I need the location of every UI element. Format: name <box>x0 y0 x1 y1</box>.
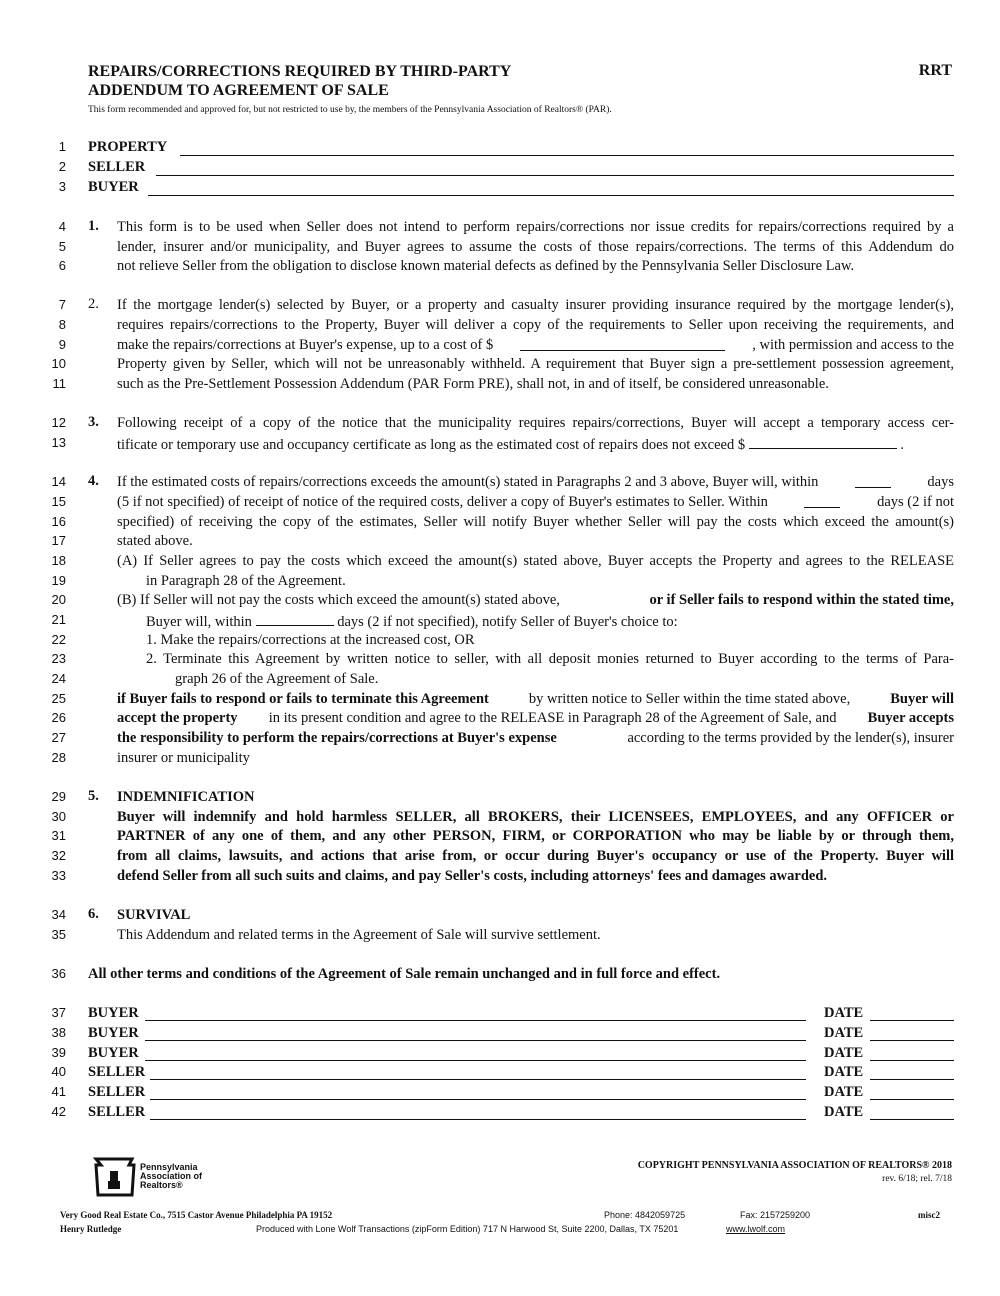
p2-line1: If the mortgage lender(s) selected by Buyer, or a property and casualty insurer providing insurance required by the mortgage lender(s), <box>117 297 954 313</box>
property-field[interactable] <box>180 154 954 156</box>
p4-line4: stated above. <box>117 533 193 549</box>
date-label: DATE <box>824 1025 864 1041</box>
p4-b-line1 <box>117 591 954 611</box>
seller-label: SELLER <box>88 159 146 175</box>
p4-closing-bold-b: Buyer will <box>890 691 954 707</box>
date-label: DATE <box>824 1084 864 1100</box>
p2-line3-text-b: , with permission and access to the <box>752 337 954 353</box>
signature-label-seller: SELLER <box>88 1084 146 1100</box>
p4-option2-line2: graph 26 of the Agreement of Sale. <box>175 671 379 687</box>
line-number: 13 <box>51 435 66 450</box>
logo-text-line3: Realtors® <box>140 1180 183 1190</box>
line-number: 5 <box>58 239 66 254</box>
signature-label-buyer: BUYER <box>88 1025 139 1041</box>
p3-line2-text: tificate or temporary use and occupancy certificate as long as the estimated cost of repairs does not exceed $ <box>117 437 746 453</box>
p4-line3: specified) of receiving the copy of the estimates, Seller will notify Buyer whether Seller will pay the costs which exceed the amount(s) <box>117 514 954 530</box>
p3-line1: Following receipt of a copy of the notice that the municipality requires repairs/corrections, Buyer will accept a temporary access cer- <box>117 415 954 431</box>
buyer-choice-days-field[interactable] <box>256 611 334 626</box>
p5-line1: Buyer will indemnify and hold harmless SELLER, all BROKERS, their LICENSEES, EMPLOYEES, and any OFFICER or <box>117 809 954 825</box>
buyer-label: BUYER <box>88 179 139 195</box>
p4-a-line2: in Paragraph 28 of the Agreement. <box>146 573 346 589</box>
line-number: 38 <box>51 1025 66 1040</box>
p4-a-line1: (A) If Seller agrees to pay the costs which exceed the amount(s) stated above, Buyer accepts the Property and agrees to the RELEASE <box>117 553 954 569</box>
form-title <box>88 62 511 100</box>
buyer-date-1[interactable] <box>870 1019 954 1021</box>
signature-label-seller: SELLER <box>88 1064 146 1080</box>
line-number: 32 <box>51 848 66 863</box>
terms-unchanged-statement: All other terms and conditions of the Agreement of Sale remain unchanged and in full force and effect. <box>88 966 721 982</box>
p4-line1 <box>117 473 954 493</box>
p4-line2-text-a: (5 if not specified) of receipt of notice of the required costs, deliver a copy of Buyer's estimates to Seller. Within <box>117 494 768 510</box>
line-number: 37 <box>51 1005 66 1020</box>
line-number: 41 <box>51 1084 66 1099</box>
seller-response-days-field[interactable] <box>804 493 840 508</box>
repair-cost-cap-field[interactable] <box>520 336 725 351</box>
line-number: 22 <box>51 632 66 647</box>
line-number: 34 <box>51 907 66 922</box>
buyer-field[interactable] <box>148 194 954 196</box>
copyright-notice: COPYRIGHT PENNSYLVANIA ASSOCIATION OF REALTORS® 2018 <box>637 1160 952 1171</box>
line-number: 7 <box>58 297 66 312</box>
logo-text-line1: Pennsylvania <box>140 1162 198 1172</box>
form-title-line1: REPAIRS/CORRECTIONS REQUIRED BY THIRD-PARTY <box>88 63 512 80</box>
line-number: 4 <box>58 219 66 234</box>
p6-line1: This Addendum and related terms in the Agreement of Sale will survive settlement. <box>117 927 601 943</box>
p4-closing-line3 <box>117 729 954 749</box>
line-number: 33 <box>51 868 66 883</box>
line-number: 30 <box>51 809 66 824</box>
line-number: 1 <box>58 139 66 154</box>
line-number: 42 <box>51 1104 66 1119</box>
line-number: 15 <box>51 494 66 509</box>
line-number: 25 <box>51 691 66 706</box>
paragraph-number: 6. <box>88 906 99 922</box>
p4-b-line2-text-b: days (2 if not specified), notify Seller of Buyer's choice to: <box>337 614 678 630</box>
seller-field[interactable] <box>156 174 954 176</box>
buyer-signature-1[interactable] <box>145 1019 806 1021</box>
line-number: 2 <box>58 159 66 174</box>
seller-signature-3[interactable] <box>150 1118 806 1120</box>
agent-name: Henry Rutledge <box>60 1224 122 1234</box>
p4-closing3-text: according to the terms provided by the lender(s), insurer <box>627 730 954 746</box>
date-label: DATE <box>824 1064 864 1080</box>
p1-line3: not relieve Seller from the obligation to disclose known material defects as defined by the Pennsylvania Seller Disclosure Law. <box>117 258 855 274</box>
seller-date-1[interactable] <box>870 1078 954 1080</box>
property-label: PROPERTY <box>88 139 168 155</box>
line-number: 31 <box>51 828 66 843</box>
line-number: 12 <box>51 415 66 430</box>
p4-b-line1-bold: or if Seller fails to respond within the stated time, <box>649 592 954 608</box>
buyer-date-2[interactable] <box>870 1039 954 1041</box>
line-number: 39 <box>51 1045 66 1060</box>
line-number: 14 <box>51 474 66 489</box>
line-number: 8 <box>58 317 66 332</box>
produced-with-note: Produced with Lone Wolf Transactions (zipForm Edition) 717 N Harwood St, Suite 2200, Dallas, TX 75201 <box>256 1224 679 1234</box>
buyer-signature-2[interactable] <box>145 1039 806 1041</box>
p4-b-line2 <box>146 611 678 633</box>
p2-line5: such as the Pre-Settlement Possession Addendum (PAR Form PRE), shall not, in and of itself, be considered unreasonable. <box>117 376 829 392</box>
phone-number: Phone: 4842059725 <box>604 1210 686 1220</box>
line-number: 29 <box>51 789 66 804</box>
signature-label-buyer: BUYER <box>88 1005 139 1021</box>
form-code: RRT <box>918 62 952 79</box>
par-logo-text <box>140 1163 202 1190</box>
p4-line2 <box>117 493 954 513</box>
p5-line3: from all claims, lawsuits, and actions that arise from, or occur during Buyer's occupancy or use of the Property. Buyer will <box>117 848 954 864</box>
p3-line2 <box>117 434 904 456</box>
paragraph-number: 2. <box>88 296 99 312</box>
p4-closing3-bold: the responsibility to perform the repairs/corrections at Buyer's expense <box>117 730 557 746</box>
line-number: 36 <box>51 966 66 981</box>
paragraph-number: 4. <box>88 473 99 489</box>
p1-line1: This form is to be used when Seller does not intend to perform repairs/corrections nor issue credits for repairs/corrections required by a <box>117 219 954 235</box>
brokerage-address: Very Good Real Estate Co., 7515 Castor Avenue Philadelphia PA 19152 <box>60 1210 333 1220</box>
p4-closing2-bold-b: Buyer accepts <box>867 710 954 726</box>
p2-line2: requires repairs/corrections to the Property, Buyer will deliver a copy of the requirements to Seller upon receiving the requirements, and <box>117 317 954 333</box>
paragraph-number: 1. <box>88 218 99 234</box>
p4-closing-bold-a: if Buyer fails to respond or fails to terminate this Agreement <box>117 691 489 707</box>
p2-line3 <box>117 336 954 356</box>
seller-date-3[interactable] <box>870 1118 954 1120</box>
p4-line1-text-a: If the estimated costs of repairs/corrections exceeds the amount(s) stated in Paragraphs 2 and 3 above, Buyer will, within <box>117 474 819 490</box>
p4-closing2-bold-a: accept the property <box>117 710 238 726</box>
line-number: 11 <box>52 376 66 391</box>
municipal-cost-cap-field[interactable] <box>749 434 897 449</box>
line-number: 20 <box>51 592 66 607</box>
buyer-date-3[interactable] <box>870 1059 954 1061</box>
line-number: 6 <box>58 258 66 273</box>
fax-number: Fax: 2157259200 <box>740 1210 811 1220</box>
line-number: 3 <box>58 179 66 194</box>
line-number: 23 <box>51 651 66 666</box>
line-number: 26 <box>51 710 66 725</box>
indemnification-heading: INDEMNIFICATION <box>117 789 255 805</box>
form-title-line2: ADDENDUM TO AGREEMENT OF SALE <box>88 82 389 99</box>
date-label: DATE <box>824 1104 864 1120</box>
paragraph-number: 3. <box>88 414 99 430</box>
line-number: 10 <box>51 356 66 371</box>
p4-closing-line4: insurer or municipality <box>117 750 250 766</box>
p4-closing2-text: in its present condition and agree to the RELEASE in Paragraph 28 of the Agreement of Sale, and <box>268 710 837 726</box>
p5-line2: PARTNER of any one of them, and any other PERSON, FIRM, or CORPORATION who may be liable by or through them, <box>117 828 954 844</box>
line-number: 16 <box>51 514 66 529</box>
form-id-code: misc2 <box>918 1210 940 1220</box>
line-number: 40 <box>51 1064 66 1079</box>
seller-signature-2[interactable] <box>150 1098 806 1100</box>
p4-line1-text-b: days <box>927 474 954 490</box>
buyer-estimate-days-field[interactable] <box>855 473 891 488</box>
p4-closing-text: by written notice to Seller within the time stated above, <box>528 691 851 707</box>
p4-option1: 1. Make the repairs/corrections at the increased cost, OR <box>146 632 475 648</box>
p5-line4: defend Seller from all such suits and claims, and pay Seller's costs, including attorneys' fees and damages awarded. <box>117 868 828 884</box>
line-number: 18 <box>51 553 66 568</box>
logo-text-line2: Association of <box>140 1171 203 1181</box>
p4-option2-line1: 2. Terminate this Agreement by written notice to seller, with all deposit monies returned to Buyer according to the terms of Para- <box>146 651 954 667</box>
seller-signature-1[interactable] <box>150 1078 806 1080</box>
p4-line2-text-b: days (2 if not <box>877 494 954 510</box>
line-number: 28 <box>51 750 66 765</box>
line-number: 35 <box>51 927 66 942</box>
line-number: 21 <box>51 612 66 627</box>
date-label: DATE <box>824 1045 864 1061</box>
paragraph-number: 5. <box>88 788 99 804</box>
p4-b-line1-text: (B) If Seller will not pay the costs which exceed the amount(s) stated above, <box>117 592 560 608</box>
line-number: 9 <box>58 337 66 352</box>
p3-line2-end: . <box>900 437 904 453</box>
p4-closing-line2 <box>117 709 954 729</box>
survival-heading: SURVIVAL <box>117 907 191 923</box>
p1-line2: lender, insurer and/or municipality, and Buyer agrees to assume the costs of those repairs/corrections. The terms of this Addendum do <box>117 239 954 255</box>
form-note: This form recommended and approved for, but not restricted to use by, the members of the Pennsylvania Association of Realtors® (PAR). <box>88 105 612 115</box>
p2-line3-text-a: make the repairs/corrections at Buyer's expense, up to a cost of $ <box>117 337 494 353</box>
p2-line4: Property given by Seller, which will not be unreasonably withheld. A requirement that Buyer sign a pre-settlement possession agreement, <box>117 356 954 372</box>
date-label: DATE <box>824 1005 864 1021</box>
line-number: 24 <box>51 671 66 686</box>
p4-closing-line1 <box>117 690 954 710</box>
lwolf-website-link[interactable]: www.lwolf.com <box>726 1224 786 1234</box>
signature-label-buyer: BUYER <box>88 1045 139 1061</box>
line-number: 17 <box>51 533 66 548</box>
p4-b-line2-text-a: Buyer will, within <box>146 614 252 630</box>
revision-note: rev. 6/18; rel. 7/18 <box>882 1174 952 1184</box>
line-number: 27 <box>51 730 66 745</box>
seller-date-2[interactable] <box>870 1098 954 1100</box>
signature-label-seller: SELLER <box>88 1104 146 1120</box>
buyer-signature-3[interactable] <box>145 1059 806 1061</box>
line-number: 19 <box>51 573 66 588</box>
